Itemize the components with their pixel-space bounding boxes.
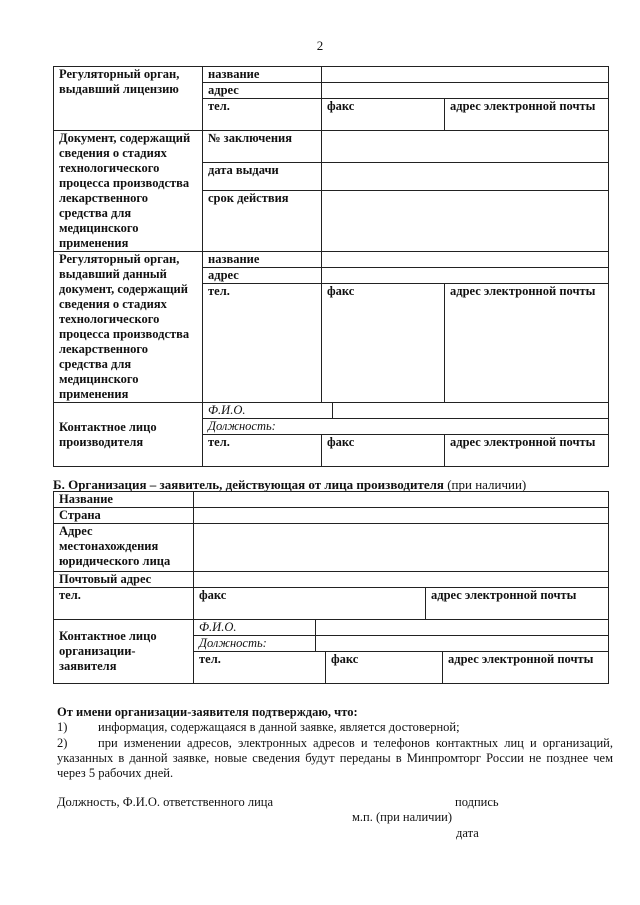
manufacturer-contact-fio-field[interactable] bbox=[333, 403, 609, 419]
issue-date-label: дата выдачи bbox=[203, 163, 322, 191]
applicant-contact-label: Контактное лицо организации-заявителя bbox=[54, 620, 194, 684]
confirmation-heading: От имени организации-заявителя подтверждаю, что: bbox=[57, 705, 358, 719]
manufacturer-contact-fax-label: факс bbox=[322, 435, 445, 467]
conclusion-number-label: № заключения bbox=[203, 131, 322, 163]
document-authority-fax-label: факс bbox=[322, 284, 445, 403]
stamp-label: м.п. (при наличии) bbox=[352, 810, 452, 824]
section-a-table bbox=[53, 66, 609, 467]
document-authority-address-field[interactable] bbox=[322, 268, 609, 284]
applicant-country-field[interactable] bbox=[194, 508, 609, 524]
process-document-label: Документ, содержащий сведения о стадиях технологического процесса производства лекарственного средства для медицинского применения bbox=[54, 131, 203, 252]
applicant-postal-address-label: Почтовый адрес bbox=[54, 572, 194, 588]
applicant-postal-address-field[interactable] bbox=[194, 572, 609, 588]
document-authority-phone-label: тел. bbox=[203, 284, 322, 403]
document-authority-name-label: название bbox=[203, 252, 322, 268]
document-authority-email-label: адрес электронной почты bbox=[445, 284, 609, 403]
signature-label: подпись bbox=[455, 795, 499, 809]
conclusion-number-field[interactable] bbox=[322, 131, 609, 163]
applicant-contact-fax-label: факс bbox=[326, 652, 443, 684]
manufacturer-contact-phone-label: тел. bbox=[203, 435, 322, 467]
confirmation-item-2-text bbox=[57, 736, 613, 781]
manufacturer-contact-position-label: Должность: bbox=[203, 419, 609, 435]
applicant-name-field[interactable] bbox=[194, 492, 609, 508]
applicant-contact-position-field[interactable] bbox=[316, 636, 609, 652]
licensing-authority-email-label: адрес электронной почты bbox=[445, 99, 609, 131]
licensing-authority-name-field[interactable] bbox=[322, 67, 609, 83]
applicant-contact-fio-label: Ф.И.О. bbox=[194, 620, 316, 636]
responsible-person-label: Должность, Ф.И.О. ответственного лица bbox=[57, 795, 274, 809]
licensing-authority-address-field[interactable] bbox=[322, 83, 609, 99]
applicant-phone-label: тел. bbox=[54, 588, 194, 620]
applicant-country-label: Страна bbox=[54, 508, 194, 524]
section-b-title-bold: Б. Организация – заявитель, действующая от лица производителя bbox=[53, 477, 444, 492]
manufacturer-contact-fio-label: Ф.И.О. bbox=[203, 403, 333, 419]
applicant-contact-fio-field[interactable] bbox=[316, 620, 609, 636]
applicant-email-label: адрес электронной почты bbox=[426, 588, 609, 620]
licensing-authority-name-label: название bbox=[203, 67, 322, 83]
issue-date-field[interactable] bbox=[322, 163, 609, 191]
validity-label: срок действия bbox=[203, 191, 322, 252]
page-number: 2 bbox=[316, 38, 324, 53]
licensing-authority-label: Регуляторный орган, выдавший лицензию bbox=[54, 67, 203, 131]
applicant-contact-position-label: Должность: bbox=[194, 636, 316, 652]
document-authority-name-field[interactable] bbox=[322, 252, 609, 268]
section-b-table bbox=[53, 491, 609, 684]
applicant-contact-email-label: адрес электронной почты bbox=[443, 652, 609, 684]
applicant-contact-phone-label: тел. bbox=[194, 652, 326, 684]
applicant-legal-address-label: Адрес местонахождения юридического лица bbox=[54, 524, 194, 572]
document-authority-label: Регуляторный орган, выдавший данный документ, содержащий сведения о стадиях технологического процесса производства лекарственного средства для медицинского применения bbox=[54, 252, 203, 403]
confirmation-item-2-content: при изменении адресов, электронных адресов и телефонов контактных лиц и организаций, указанных в данной заявке, новые сведения будут переданы в Минпромторг России не позднее чем через 5 рабочих дней. bbox=[57, 736, 613, 780]
confirmation-item-2-number: 2) bbox=[57, 736, 68, 750]
date-label: дата bbox=[456, 826, 479, 840]
licensing-authority-phone-label: тел. bbox=[203, 99, 322, 131]
section-b-title-note: (при наличии) bbox=[447, 477, 527, 492]
document-authority-address-label: адрес bbox=[203, 268, 322, 284]
confirmation-item-1-text: информация, содержащаяся в данной заявке, является достоверной; bbox=[98, 720, 460, 734]
confirmation-item-1-number: 1) bbox=[57, 720, 68, 734]
applicant-legal-address-field[interactable] bbox=[194, 524, 609, 572]
validity-field[interactable] bbox=[322, 191, 609, 252]
licensing-authority-address-label: адрес bbox=[203, 83, 322, 99]
manufacturer-contact-label: Контактное лицо производителя bbox=[54, 403, 203, 467]
applicant-name-label: Название bbox=[54, 492, 194, 508]
licensing-authority-fax-label: факс bbox=[322, 99, 445, 131]
manufacturer-contact-email-label: адрес электронной почты bbox=[445, 435, 609, 467]
applicant-fax-label: факс bbox=[194, 588, 426, 620]
